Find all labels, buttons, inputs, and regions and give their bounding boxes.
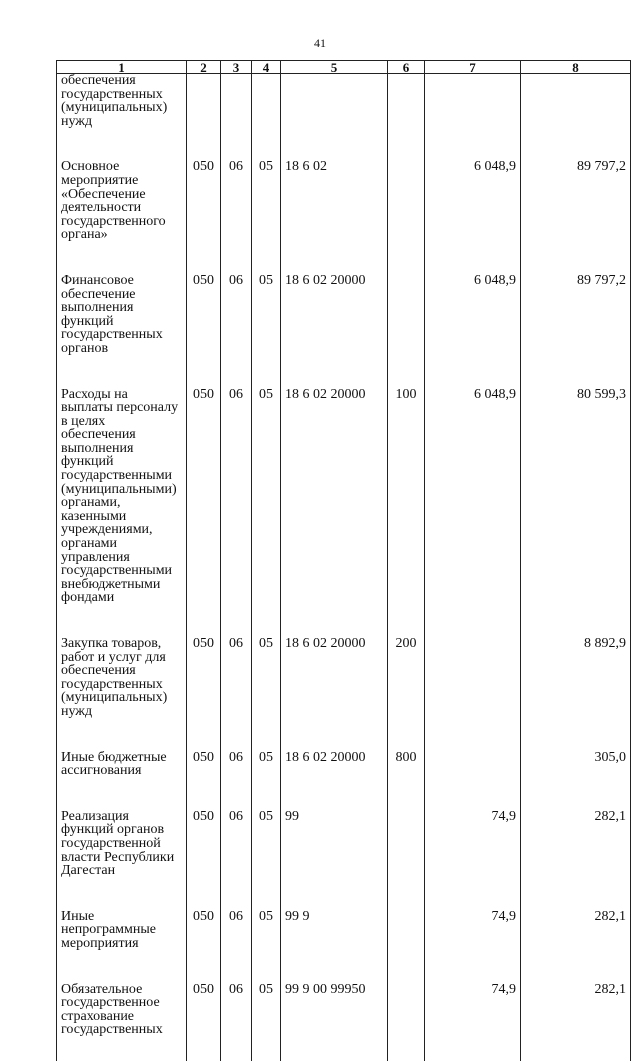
row-name: Иные бюджетные ассигнования <box>57 733 187 792</box>
row-amount-col7: 74,9 <box>425 965 521 1061</box>
row-amount-col7: 74,9 <box>425 892 521 965</box>
row-expense-type: 200 <box>388 619 425 733</box>
column-header-6: 6 <box>388 61 425 74</box>
row-ministry: 050 <box>187 370 221 620</box>
row-ministry: 050 <box>187 733 221 792</box>
row-amount-col8: 282,1 <box>521 892 631 965</box>
row-amount-col8: 80 599,3 <box>521 370 631 620</box>
row-expense-type <box>388 74 425 143</box>
row-name: Обязательное государственное страхование государственных <box>57 965 187 1061</box>
table-row <box>57 792 631 892</box>
row-expense-type: 100 <box>388 370 425 620</box>
row-section: 06 <box>221 965 252 1061</box>
row-name: Расходы на выплаты персоналу в целях обеспечения выполнения функций государственными (муниципальными) органами, казенными учреждениями, органами управления государственными внебюджетными фондами <box>57 370 187 620</box>
column-header-7: 7 <box>425 61 521 74</box>
page-number: 41 <box>314 36 326 50</box>
row-ministry <box>187 74 221 143</box>
budget-table <box>56 60 631 1061</box>
row-amount-col7 <box>425 619 521 733</box>
row-section: 06 <box>221 142 252 256</box>
row-target-code: 99 <box>281 792 388 892</box>
row-amount-col8: 8 892,9 <box>521 619 631 733</box>
row-amount-col8 <box>521 74 631 143</box>
row-target-code <box>281 74 388 143</box>
row-target-code: 18 6 02 20000 <box>281 256 388 370</box>
row-name: Основное мероприятие «Обеспечение деятельности государственного органа» <box>57 142 187 256</box>
row-subsection: 05 <box>252 256 281 370</box>
row-amount-col7: 6 048,9 <box>425 142 521 256</box>
row-amount-col7 <box>425 733 521 792</box>
row-ministry: 050 <box>187 142 221 256</box>
row-section: 06 <box>221 792 252 892</box>
column-header-3: 3 <box>221 61 252 74</box>
row-subsection: 05 <box>252 733 281 792</box>
row-section: 06 <box>221 619 252 733</box>
row-target-code: 18 6 02 <box>281 142 388 256</box>
row-section: 06 <box>221 733 252 792</box>
row-amount-col7 <box>425 74 521 143</box>
row-subsection: 05 <box>252 619 281 733</box>
row-name: обеспечения государственных (муниципальных) нужд <box>57 74 187 143</box>
row-subsection: 05 <box>252 142 281 256</box>
row-amount-col7: 6 048,9 <box>425 256 521 370</box>
table-header-row <box>57 61 631 74</box>
row-section: 06 <box>221 370 252 620</box>
column-header-2: 2 <box>187 61 221 74</box>
row-ministry: 050 <box>187 965 221 1061</box>
row-amount-col8: 305,0 <box>521 733 631 792</box>
row-name: Иные непрограммные мероприятия <box>57 892 187 965</box>
row-amount-col7: 74,9 <box>425 792 521 892</box>
row-amount-col8: 282,1 <box>521 792 631 892</box>
column-header-4: 4 <box>252 61 281 74</box>
table-row <box>57 733 631 792</box>
row-target-code: 99 9 00 99950 <box>281 965 388 1061</box>
row-target-code: 18 6 02 20000 <box>281 619 388 733</box>
column-header-5: 5 <box>281 61 388 74</box>
row-name: Реализация функций органов государственной власти Республики Дагестан <box>57 792 187 892</box>
row-name: Закупка товаров, работ и услуг для обеспечения государственных (муниципальных) нужд <box>57 619 187 733</box>
row-ministry: 050 <box>187 792 221 892</box>
row-target-code: 99 9 <box>281 892 388 965</box>
table-row <box>57 256 631 370</box>
row-subsection: 05 <box>252 370 281 620</box>
row-ministry: 050 <box>187 892 221 965</box>
row-amount-col8: 89 797,2 <box>521 142 631 256</box>
row-subsection: 05 <box>252 965 281 1061</box>
table-row <box>57 74 631 143</box>
row-amount-col7: 6 048,9 <box>425 370 521 620</box>
row-name: Финансовое обеспечение выполнения функций государственных органов <box>57 256 187 370</box>
row-ministry: 050 <box>187 619 221 733</box>
row-expense-type <box>388 892 425 965</box>
table-row <box>57 965 631 1061</box>
row-subsection: 05 <box>252 892 281 965</box>
column-header-8: 8 <box>521 61 631 74</box>
row-expense-type <box>388 256 425 370</box>
row-subsection: 05 <box>252 792 281 892</box>
row-expense-type: 800 <box>388 733 425 792</box>
table-row <box>57 142 631 256</box>
row-target-code: 18 6 02 20000 <box>281 370 388 620</box>
row-amount-col8: 89 797,2 <box>521 256 631 370</box>
row-section <box>221 74 252 143</box>
column-header-1: 1 <box>57 61 187 74</box>
table-row <box>57 370 631 620</box>
row-section: 06 <box>221 892 252 965</box>
row-expense-type <box>388 965 425 1061</box>
row-amount-col8: 282,1 <box>521 965 631 1061</box>
table-row <box>57 892 631 965</box>
row-expense-type <box>388 792 425 892</box>
row-section: 06 <box>221 256 252 370</box>
row-subsection <box>252 74 281 143</box>
row-expense-type <box>388 142 425 256</box>
row-ministry: 050 <box>187 256 221 370</box>
table-row <box>57 619 631 733</box>
row-target-code: 18 6 02 20000 <box>281 733 388 792</box>
